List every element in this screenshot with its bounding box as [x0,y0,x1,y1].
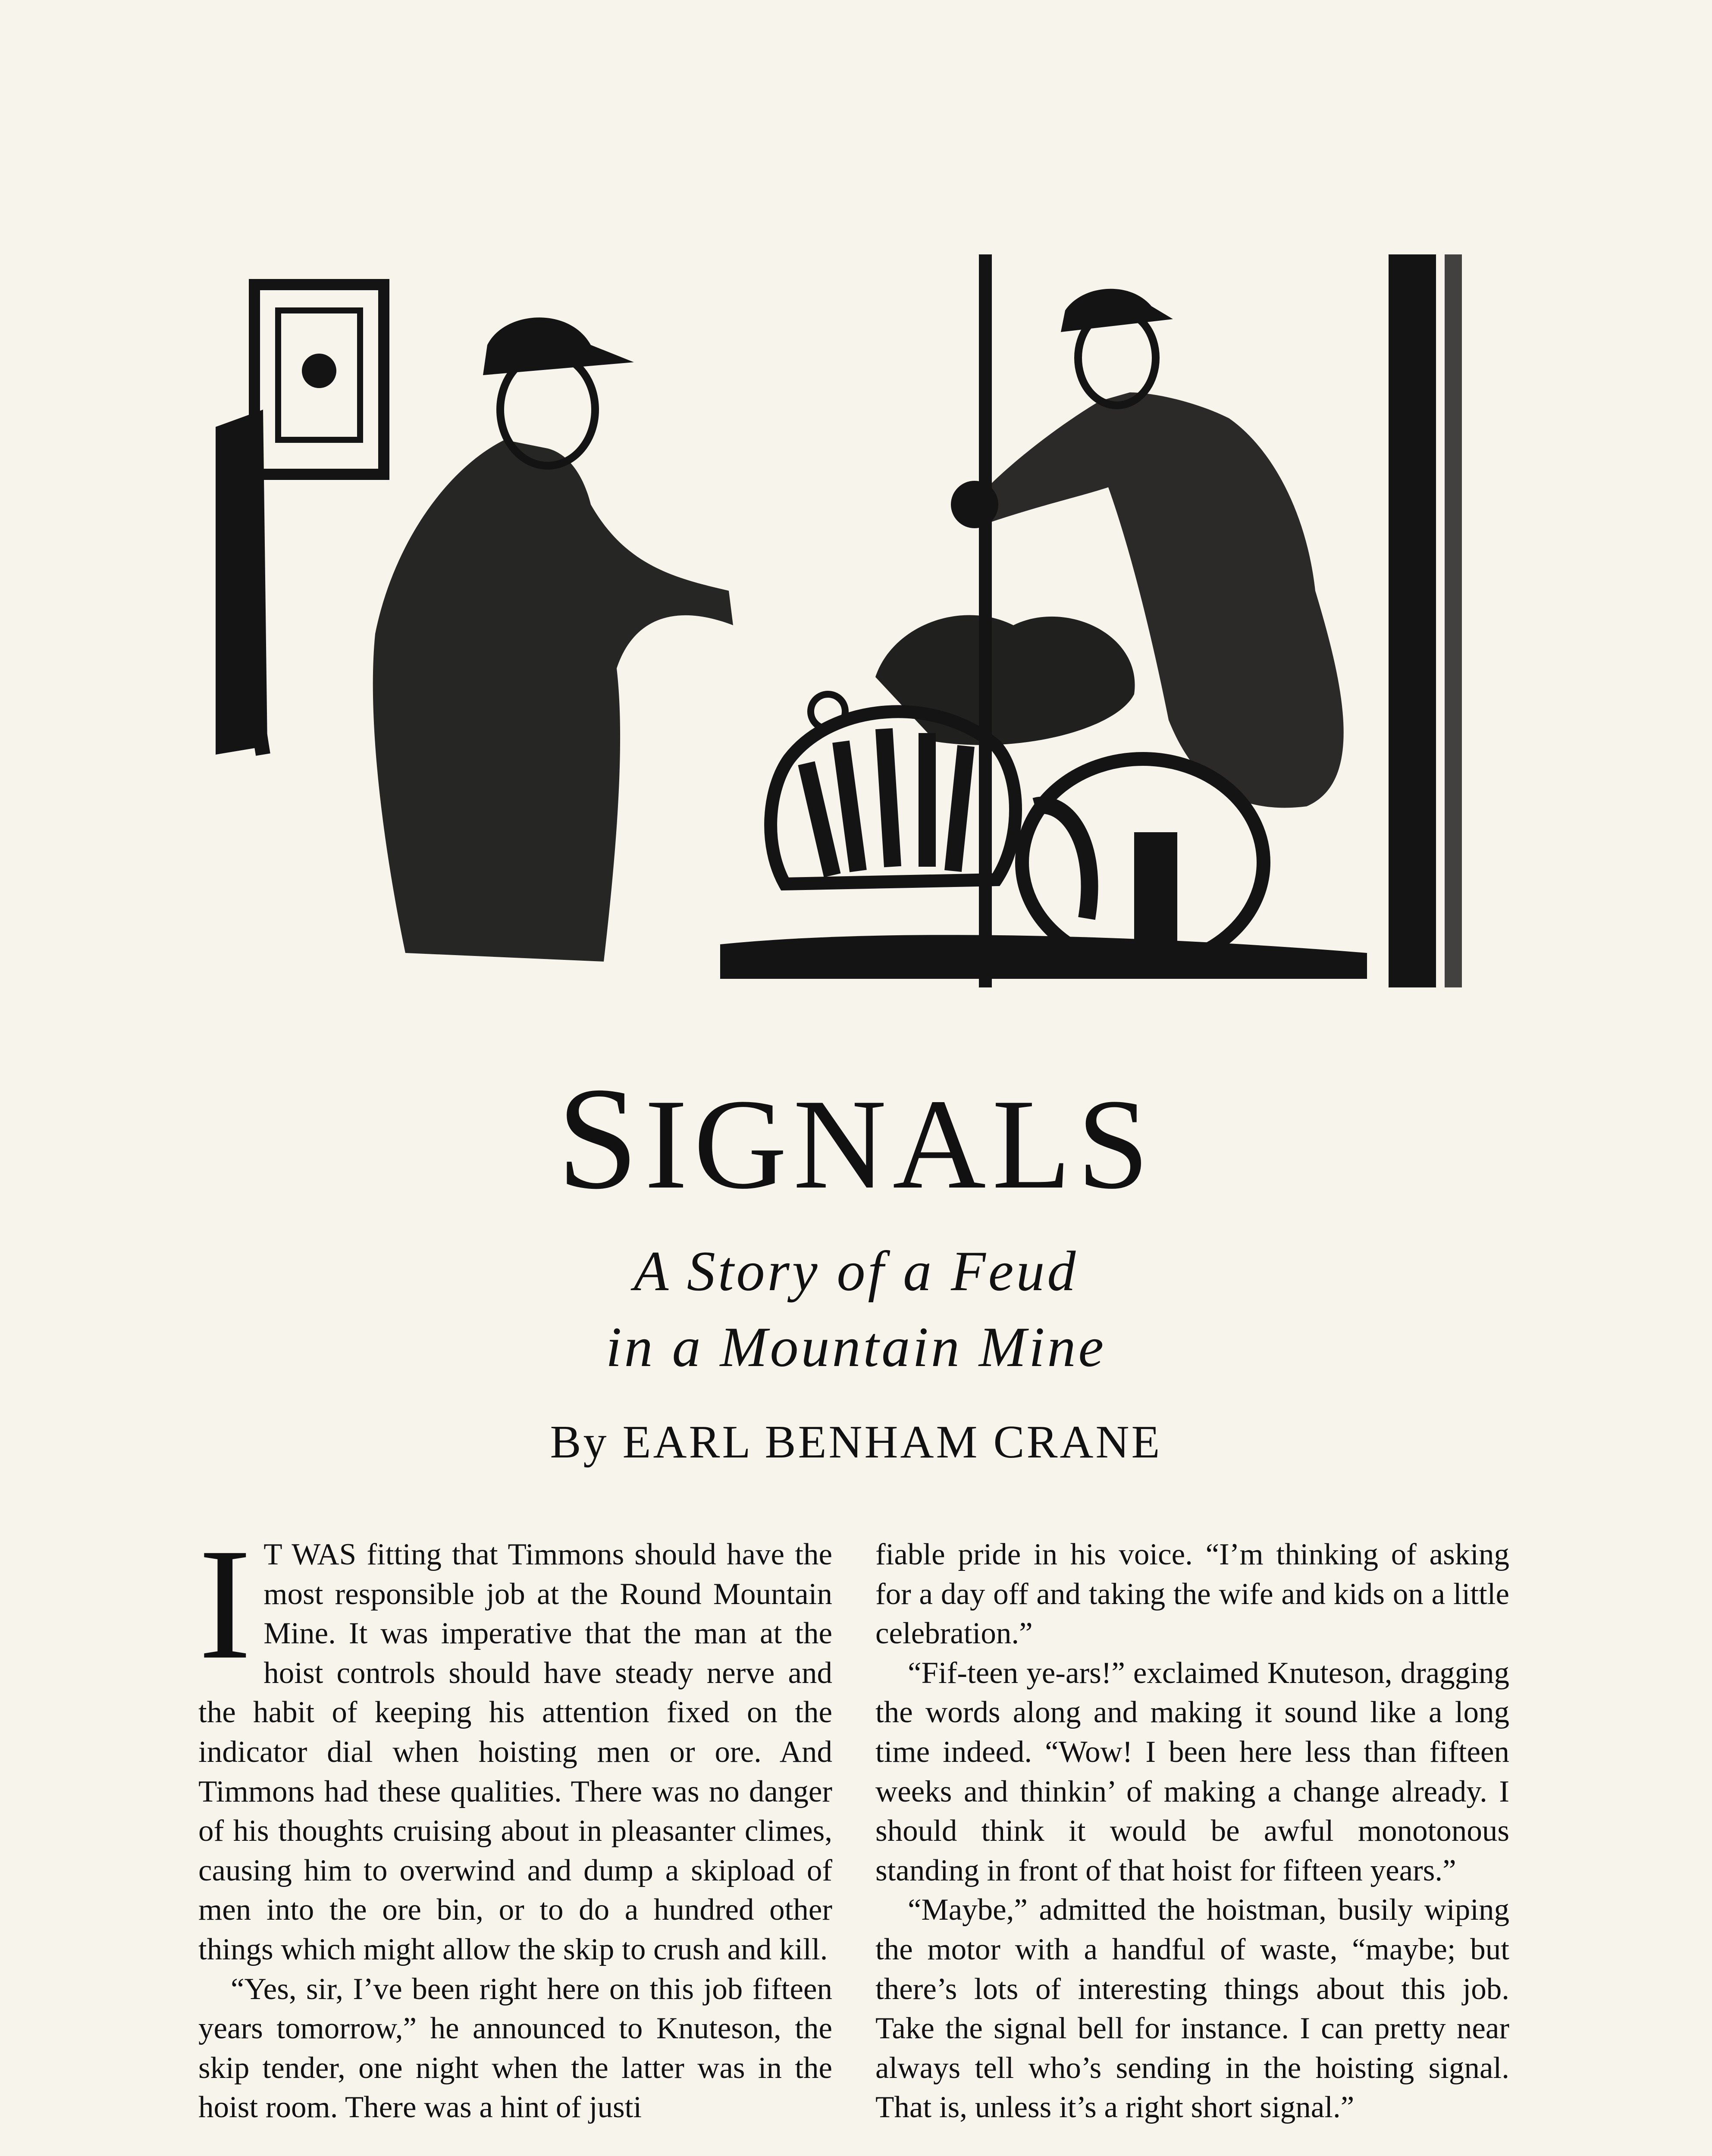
title-initial: S [557,1057,645,1219]
subtitle-line-2: in a Mountain Mine [605,1315,1107,1379]
paragraph: “Fif-teen ye-ars!” exclaimed Knuteson, dragging the words along and making it sound like a long time indeed. “Wow! I been here less than fifteen weeks and thinkin’ of making a change already. I should think it would be awful monotonous standing in front of that hoist for fifteen years.” [875,1656,1509,1887]
right-column [875,1535,1509,2128]
paragraph [198,1516,832,1970]
story-subtitle [0,1233,1712,1385]
paragraph: “Yes, sir, I’ve been right here on this job fifteen years tomorrow,” he announced to Knuteson, the skip tender, one night when the latter was in the hoist room. There was a hint of justi [198,1972,832,2125]
paragraph: “Maybe,” admitted the hoistman, busily wiping the motor with a handful of waste, “maybe; but there’s lots of interesting things about this job. Take the signal bell for instance. I can pretty near always tell who’s sending in the hoisting signal. That is, unless it’s a right short signal.” [875,1893,1509,2125]
title-rest: IGNALS [644,1072,1155,1216]
paragraph-text: T WAS fitting that Timmons should have the most responsible job at the Round Mountain Mine. It was imperative that the man at the hoist controls should have steady nerve and the habit of keeping his attention fixed on the indicator dial when hoisting men or ore. And Timmons had these qualities. There was no danger of his thoughts cruising about in pleasanter climes, causing him to overwind and dump a skipload of men into the ore bin, or to do a hundred other things which might allow the skip to crush and kill. [198,1538,832,1966]
subtitle-line-1: A Story of a Feud [633,1239,1079,1303]
drop-cap: I [198,1516,252,1692]
left-column [198,1516,832,2128]
byline: By EARL BENHAM CRANE [550,1416,1162,1468]
paragraph: fiable pride in his voice. “I’m thinking of asking for a day off and taking the wife and kids on a little celebration.” [875,1538,1509,1651]
mine-hoist-room-illustration [203,246,1488,1005]
story-title [0,1056,1712,1226]
